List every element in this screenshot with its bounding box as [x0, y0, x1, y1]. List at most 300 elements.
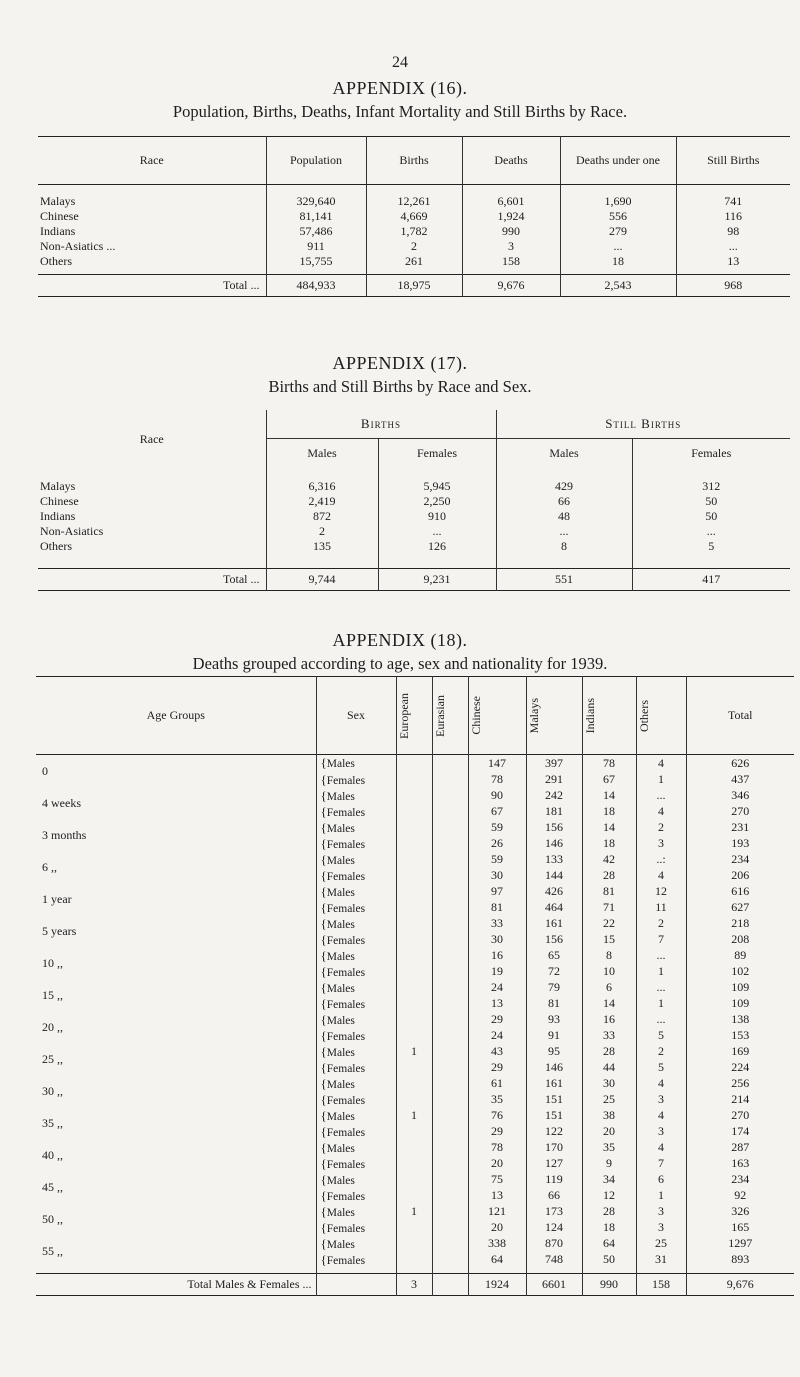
a16-infant: 556 [560, 209, 676, 224]
a18-sex-label: Females [326, 806, 366, 819]
a18-sex [316, 1188, 396, 1204]
a16-deaths: 1,924 [462, 209, 560, 224]
a18-sex-label: Females [326, 934, 366, 947]
a18-sex [316, 852, 396, 868]
a18-ot: ... [636, 948, 686, 964]
a18-eu [396, 772, 432, 788]
a18-ma: 173 [526, 1204, 582, 1220]
a16-race [38, 185, 266, 209]
a16-deaths: 6,601 [462, 185, 560, 209]
brace-glyph: { [320, 1251, 327, 1267]
a16-still: ... [676, 239, 790, 254]
a18-ot: 3 [636, 1204, 686, 1220]
a18-sex [316, 932, 396, 948]
a18-in: 64 [582, 1236, 636, 1252]
a16-infant: 279 [560, 224, 676, 239]
a18-row [36, 1076, 794, 1092]
brace-glyph: { [320, 1043, 327, 1059]
a17-total-label: Total ... [223, 571, 260, 586]
a18-eu [396, 1076, 432, 1092]
a18-sex [316, 820, 396, 836]
a18-ot: ... [636, 1012, 686, 1028]
a18-sex-label: Females [326, 1222, 366, 1235]
a18-sex [316, 964, 396, 980]
a17-s_f: 50 [632, 509, 790, 524]
a18-ea [432, 980, 468, 996]
a18-ch: 29 [468, 1124, 526, 1140]
a18-ch: 59 [468, 820, 526, 836]
a18-ot: 4 [636, 804, 686, 820]
a18-sex [316, 1140, 396, 1156]
brace-glyph: { [320, 803, 327, 819]
a16-race [38, 239, 266, 254]
a18-in: 38 [582, 1108, 636, 1124]
a18-ma: 156 [526, 932, 582, 948]
a18-ea [432, 804, 468, 820]
a18-sex [316, 755, 396, 772]
a18-ea [432, 1124, 468, 1140]
a18-sex [316, 980, 396, 996]
a18-row [36, 1204, 794, 1220]
a18-total-malays: 6601 [526, 1274, 582, 1296]
a18-eu [396, 1060, 432, 1076]
a18-age-group: 0 [42, 763, 48, 778]
a18-in: 16 [582, 1012, 636, 1028]
a18-ea [432, 836, 468, 852]
a18-to: 89 [686, 948, 794, 964]
a18-age-group: 55 ,, [42, 1244, 63, 1258]
brace-glyph: { [320, 931, 327, 947]
a18-to: 270 [686, 1108, 794, 1124]
a16-still: 741 [676, 185, 790, 209]
a18-age-group: 40 ,, [42, 1148, 63, 1162]
a18-sex-label: Females [326, 902, 366, 915]
a18-to: 169 [686, 1044, 794, 1060]
a16-deaths: 158 [462, 254, 560, 269]
a18-in: 33 [582, 1028, 636, 1044]
a17-b_f: 5,945 [378, 468, 496, 494]
a18-eu [396, 1172, 432, 1188]
a18-ea [432, 1172, 468, 1188]
a18-header-indians: Indians [582, 697, 597, 734]
a17-b_m: 2 [266, 524, 378, 539]
a18-to: 326 [686, 1204, 794, 1220]
a18-row [36, 980, 794, 996]
a18-row [36, 1172, 794, 1188]
a18-ch: 24 [468, 980, 526, 996]
a18-ot: 3 [636, 1124, 686, 1140]
a18-eu [396, 1188, 432, 1204]
a18-ea [432, 932, 468, 948]
a17-race: Indians [40, 509, 76, 523]
a18-in: 71 [582, 900, 636, 916]
a18-age-group: 25 ,, [42, 1052, 63, 1066]
a18-row [36, 788, 794, 804]
a18-to: 163 [686, 1156, 794, 1172]
a18-age-group: 4 weeks [42, 796, 81, 810]
a18-ch: 64 [468, 1252, 526, 1268]
a16-row [38, 224, 790, 239]
a16-header-births: Births [366, 137, 462, 185]
a16-births: 12,261 [366, 185, 462, 209]
a18-sex-label: Males [326, 982, 355, 995]
a18-ch: 338 [468, 1236, 526, 1252]
appendix16-subtitle: Population, Births, Deaths, Infant Mortality and Still Births by Race. [172, 102, 628, 121]
a18-sex-label: Males [326, 1046, 355, 1059]
a18-header-others: Others [636, 699, 651, 732]
a18-ea [432, 1188, 468, 1204]
a18-sex-label: Females [326, 1030, 366, 1043]
brace-glyph: { [320, 1139, 327, 1155]
a18-total-chinese: 1924 [468, 1274, 526, 1296]
brace-glyph: { [320, 835, 327, 851]
a18-row [36, 1012, 794, 1028]
a18-eu: 1 [396, 1044, 432, 1060]
a18-ma: 748 [526, 1252, 582, 1268]
brace-glyph: { [320, 1011, 327, 1027]
a18-to: 626 [686, 755, 794, 772]
page-number: 24 [392, 54, 408, 71]
appendix16-table [38, 136, 790, 297]
a18-ot: 2 [636, 1044, 686, 1060]
a18-ma: 397 [526, 755, 582, 772]
a18-ot: 2 [636, 916, 686, 932]
a16-infant: 18 [560, 254, 676, 269]
a18-to: 206 [686, 868, 794, 884]
a18-sex [316, 1236, 396, 1252]
a16-header-deaths-under-one: Deaths under one [560, 137, 676, 185]
a18-total-label: Total Males & Females ... [187, 1277, 312, 1291]
a18-to: 256 [686, 1076, 794, 1092]
a18-ea [432, 1252, 468, 1268]
a18-ma: 161 [526, 1076, 582, 1092]
a18-header-malays: Malays [526, 697, 541, 734]
a18-to: 109 [686, 996, 794, 1012]
a18-in: 14 [582, 996, 636, 1012]
a18-row [36, 755, 794, 772]
a18-age-group: 45 ,, [42, 1180, 63, 1194]
a18-age-group: 30 ,, [42, 1084, 63, 1098]
a18-in: 14 [582, 820, 636, 836]
a18-sex-label: Females [326, 966, 366, 979]
a18-to: 153 [686, 1028, 794, 1044]
brace-glyph: { [320, 915, 327, 931]
a18-ch: 26 [468, 836, 526, 852]
a18-sex-label: Males [326, 790, 355, 803]
appendix17-subtitle: Births and Still Births by Race and Sex. [268, 377, 532, 396]
a18-ma: 161 [526, 916, 582, 932]
appendix16-title: APPENDIX (16). [332, 78, 468, 98]
brace-glyph: { [320, 995, 327, 1011]
a18-in: 44 [582, 1060, 636, 1076]
a18-ma: 81 [526, 996, 582, 1012]
brace-glyph: { [320, 1203, 327, 1219]
a18-ch: 90 [468, 788, 526, 804]
a18-ot: 25 [636, 1236, 686, 1252]
a18-sex-label: Males [326, 1238, 355, 1251]
brace-glyph: { [320, 1059, 327, 1075]
a18-eu [396, 916, 432, 932]
a18-age-group: 3 months [42, 828, 87, 842]
a16-still: 13 [676, 254, 790, 269]
a18-sex [316, 916, 396, 932]
brace-glyph: { [320, 1235, 327, 1251]
a18-eu [396, 804, 432, 820]
a18-eu [396, 868, 432, 884]
a18-in: 22 [582, 916, 636, 932]
a18-ea [432, 1044, 468, 1060]
a16-births: 1,782 [366, 224, 462, 239]
a18-ot: 12 [636, 884, 686, 900]
a18-eu [396, 1028, 432, 1044]
a18-sex-label: Males [326, 758, 355, 771]
brace-glyph: { [320, 1091, 327, 1107]
appendix18-subtitle: Deaths grouped according to age, sex and nationality for 1939. [192, 654, 608, 673]
a18-ea [432, 1156, 468, 1172]
a18-to: 208 [686, 932, 794, 948]
a18-ma: 291 [526, 772, 582, 788]
a17-header-births: Births [266, 410, 496, 438]
a16-births: 261 [366, 254, 462, 269]
brace-glyph: { [320, 899, 327, 915]
a18-eu [396, 836, 432, 852]
a18-age-group: 1 year [42, 892, 72, 906]
a16-population: 15,755 [266, 254, 366, 269]
a16-total-deaths: 9,676 [462, 275, 560, 297]
a17-row [38, 468, 790, 494]
a18-eu [396, 788, 432, 804]
a17-total-births-males: 9,744 [266, 568, 378, 590]
a18-ch: 147 [468, 755, 526, 772]
brace-glyph: { [320, 1075, 327, 1091]
a18-ch: 59 [468, 852, 526, 868]
a17-s_m: ... [496, 524, 632, 539]
a18-in: 15 [582, 932, 636, 948]
brace-glyph: { [320, 963, 327, 979]
a17-total-still-males: 551 [496, 568, 632, 590]
a18-to: 92 [686, 1188, 794, 1204]
a16-total-row [38, 275, 790, 297]
a18-ot: 4 [636, 755, 686, 772]
a18-ot: ... [636, 980, 686, 996]
a18-eu [396, 1140, 432, 1156]
a18-header-chinese: Chinese [468, 696, 483, 735]
a18-ot: 7 [636, 932, 686, 948]
a18-sex [316, 900, 396, 916]
a18-ch: 19 [468, 964, 526, 980]
a18-ch: 67 [468, 804, 526, 820]
a18-sex-label: Females [326, 774, 366, 787]
a18-ch: 35 [468, 1092, 526, 1108]
a18-ea [432, 1028, 468, 1044]
a18-row [36, 1236, 794, 1252]
a18-ch: 33 [468, 916, 526, 932]
a18-eu [396, 980, 432, 996]
a16-total-label: Total ... [223, 278, 260, 292]
brace-glyph: { [320, 1187, 327, 1203]
a18-sex [316, 996, 396, 1012]
a16-race-label: Chinese [40, 208, 79, 223]
a18-sex-label: Females [326, 870, 366, 883]
a18-in: 20 [582, 1124, 636, 1140]
a18-ot: 6 [636, 1172, 686, 1188]
a18-age-group: 15 ,, [42, 988, 63, 1002]
a18-ch: 78 [468, 1140, 526, 1156]
a18-ot: 1 [636, 996, 686, 1012]
a17-race: Malays [40, 479, 76, 493]
a18-in: 6 [582, 980, 636, 996]
a16-row [38, 209, 790, 224]
a18-sex [316, 1124, 396, 1140]
a18-ot: 4 [636, 868, 686, 884]
a17-header-still-males: Males [496, 438, 632, 468]
a18-ea [432, 852, 468, 868]
a18-eu [396, 948, 432, 964]
a18-in: 81 [582, 884, 636, 900]
a18-to: 214 [686, 1092, 794, 1108]
a17-header-still-births: Still Births [496, 410, 790, 438]
a17-header-births-males: Males [266, 438, 378, 468]
a18-ea [432, 1108, 468, 1124]
a18-ch: 13 [468, 996, 526, 1012]
a18-ch: 16 [468, 948, 526, 964]
a18-ma: 170 [526, 1140, 582, 1156]
a18-eu [396, 964, 432, 980]
a18-ea [432, 1204, 468, 1220]
a18-eu [396, 820, 432, 836]
a18-to: 270 [686, 804, 794, 820]
a18-header-eurasian: Eurasian [432, 694, 447, 737]
brace-glyph: { [320, 1123, 327, 1139]
a18-ea [432, 1076, 468, 1092]
a18-total-others: 158 [636, 1274, 686, 1296]
a18-to: 627 [686, 900, 794, 916]
a18-to: 616 [686, 884, 794, 900]
a17-race: Chinese [40, 494, 79, 508]
a18-ch: 121 [468, 1204, 526, 1220]
a16-header-still-births: Still Births [676, 137, 790, 185]
a16-total-infant: 2,543 [560, 275, 676, 297]
a18-eu [396, 1012, 432, 1028]
a18-eu [396, 884, 432, 900]
a18-ma: 66 [526, 1188, 582, 1204]
a18-ea [432, 1012, 468, 1028]
a18-ma: 870 [526, 1236, 582, 1252]
a18-ea [432, 788, 468, 804]
a18-ot: 3 [636, 1220, 686, 1236]
a18-ea [432, 1092, 468, 1108]
brace-glyph: { [320, 1171, 327, 1187]
a18-header-total: Total [686, 677, 794, 755]
a18-ma: 133 [526, 852, 582, 868]
a18-sex-label: Females [326, 998, 366, 1011]
a18-total-row [36, 1274, 794, 1296]
a17-total-still-females: 417 [632, 568, 790, 590]
a16-deaths: 990 [462, 224, 560, 239]
a18-ma: 144 [526, 868, 582, 884]
a16-still: 98 [676, 224, 790, 239]
a16-total-still: 968 [676, 275, 790, 297]
a18-eu [396, 1124, 432, 1140]
a18-to: 224 [686, 1060, 794, 1076]
a18-row [36, 884, 794, 900]
a18-ea [432, 772, 468, 788]
a17-b_m: 135 [266, 539, 378, 554]
a18-sex-label: Females [326, 1190, 366, 1203]
a18-in: 42 [582, 852, 636, 868]
a18-ot: 4 [636, 1108, 686, 1124]
a18-sex-label: Females [326, 838, 366, 851]
a18-total-total: 9,676 [686, 1274, 794, 1296]
a18-sex-label: Males [326, 1174, 355, 1187]
a18-sex [316, 804, 396, 820]
a16-total-births: 18,975 [366, 275, 462, 297]
a18-ch: 43 [468, 1044, 526, 1060]
appendix17-table [38, 410, 790, 591]
a18-sex-label: Males [326, 1142, 355, 1155]
a18-to: 109 [686, 980, 794, 996]
a18-ma: 119 [526, 1172, 582, 1188]
a18-sex-label: Males [326, 1110, 355, 1123]
a18-ch: 13 [468, 1188, 526, 1204]
a18-in: 28 [582, 868, 636, 884]
a18-ea [432, 900, 468, 916]
a18-ch: 30 [468, 868, 526, 884]
a18-eu [396, 755, 432, 772]
a16-header-deaths: Deaths [462, 137, 560, 185]
a18-row [36, 916, 794, 932]
brace-glyph: { [320, 1155, 327, 1171]
a18-ch: 29 [468, 1012, 526, 1028]
a18-to: 287 [686, 1140, 794, 1156]
a16-race-label: Non-Asiatics ... [40, 238, 116, 253]
a18-total-indians: 990 [582, 1274, 636, 1296]
brace-glyph: { [320, 1219, 327, 1235]
a17-total-row [38, 568, 790, 590]
a18-sex-label: Females [326, 1094, 366, 1107]
a18-sex [316, 884, 396, 900]
brace-glyph: { [320, 771, 327, 787]
a18-ea [432, 996, 468, 1012]
a18-row [36, 852, 794, 868]
a18-ch: 97 [468, 884, 526, 900]
a17-b_f: 2,250 [378, 494, 496, 509]
a18-to: 346 [686, 788, 794, 804]
a18-ma: 151 [526, 1108, 582, 1124]
a18-in: 18 [582, 836, 636, 852]
a18-ma: 124 [526, 1220, 582, 1236]
a18-to: 218 [686, 916, 794, 932]
a18-in: 12 [582, 1188, 636, 1204]
a18-ea [432, 1140, 468, 1156]
a18-total-european: 3 [396, 1274, 432, 1296]
a18-sex [316, 788, 396, 804]
a18-ot: 5 [636, 1028, 686, 1044]
a18-ot: 7 [636, 1156, 686, 1172]
a16-race-label: Others [40, 253, 72, 268]
a18-to: 231 [686, 820, 794, 836]
a18-sex-label: Males [326, 1206, 355, 1219]
a16-infant: 1,690 [560, 185, 676, 209]
a18-ma: 122 [526, 1124, 582, 1140]
a18-ma: 146 [526, 1060, 582, 1076]
a17-row [38, 524, 790, 539]
a18-ea [432, 1220, 468, 1236]
a18-in: 34 [582, 1172, 636, 1188]
a18-ma: 65 [526, 948, 582, 964]
a18-to: 138 [686, 1012, 794, 1028]
a17-s_f: ... [632, 524, 790, 539]
